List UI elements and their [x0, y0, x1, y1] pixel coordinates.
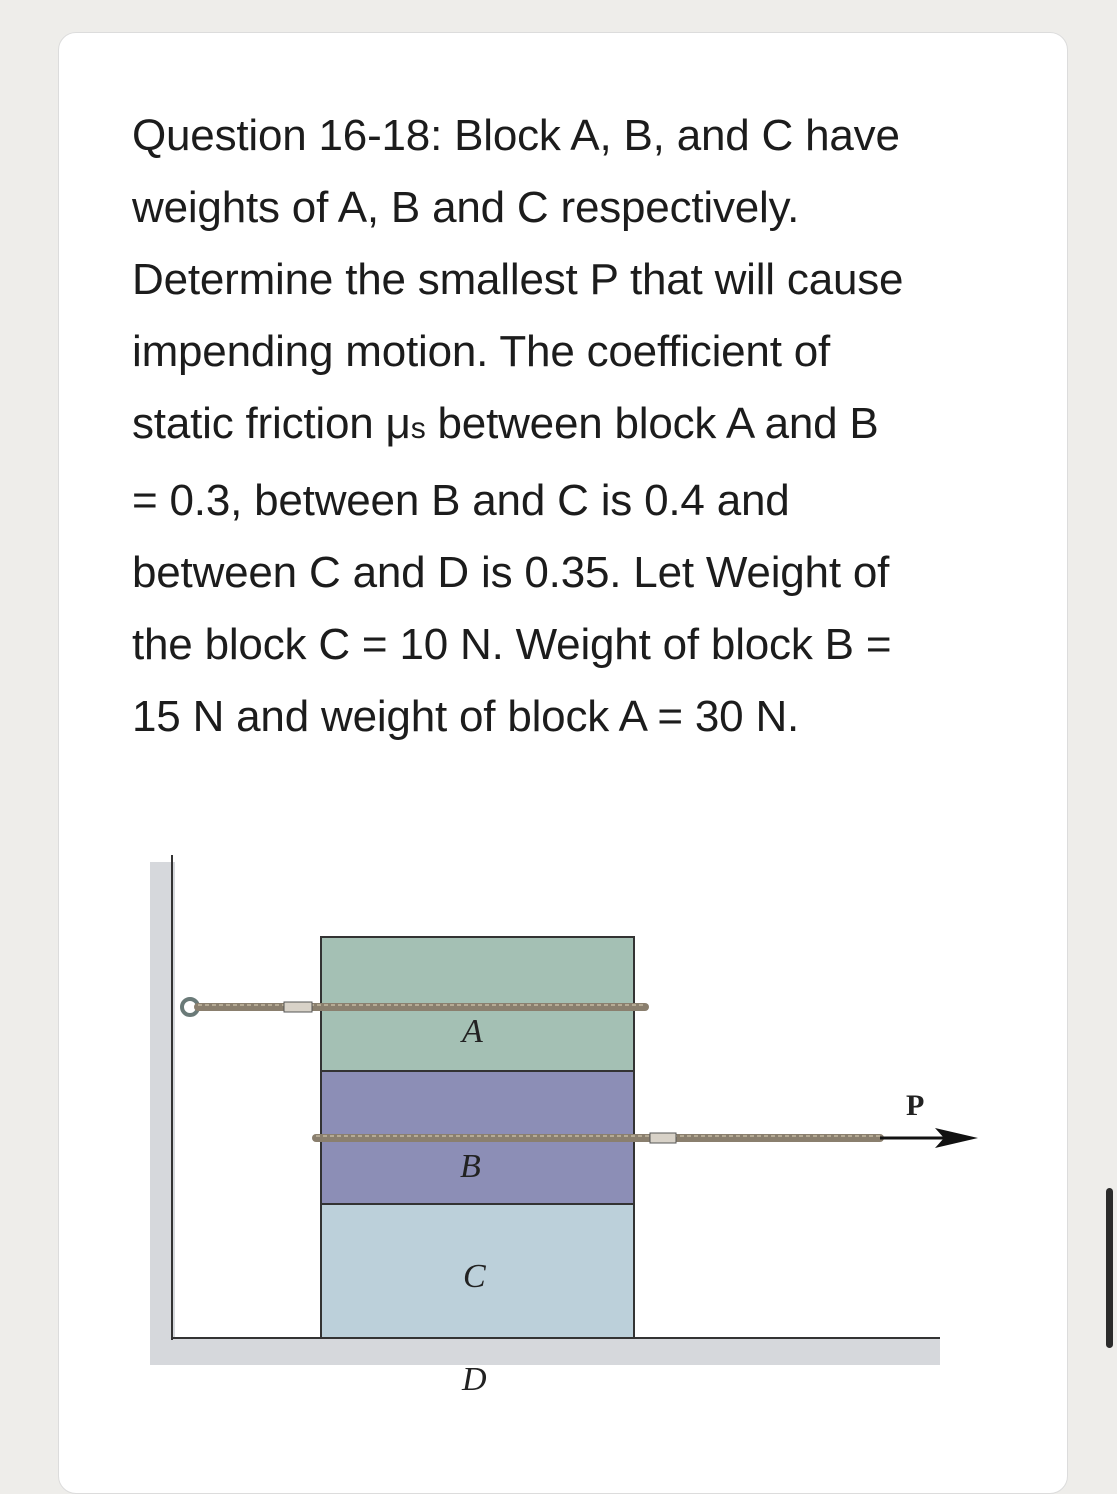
question-line-9: 15 N and weight of block A = 30 N.: [132, 692, 800, 741]
question-line-4: impending motion. The coefficient of: [132, 327, 831, 376]
label-p: P: [906, 1089, 925, 1122]
question-line-1: Question 16-18: Block A, B, and C have: [132, 111, 900, 160]
question-text: [132, 100, 1032, 753]
block-diagram: [140, 840, 1000, 1400]
label-c: C: [463, 1258, 486, 1295]
question-line-5-end: between block A and B: [425, 399, 879, 448]
question-line-2: weights of A, B and C respectively.: [132, 183, 800, 232]
rope-a-splice: [284, 1002, 312, 1012]
label-a: A: [462, 1013, 483, 1050]
scrollbar-thumb[interactable]: [1106, 1188, 1113, 1348]
question-line-5: [132, 388, 1032, 465]
question-line-7: between C and D is 0.35. Let Weight of: [132, 548, 890, 597]
question-line-3: Determine the smallest P that will cause: [132, 255, 904, 304]
label-d: D: [462, 1361, 487, 1398]
rope-b-splice: [650, 1133, 676, 1143]
question-line-8: the block C = 10 N. Weight of block B =: [132, 620, 892, 669]
question-line-5-start: static friction μ: [132, 399, 411, 448]
label-b: B: [460, 1148, 481, 1185]
mu-subscript: s: [410, 412, 426, 445]
question-line-6: = 0.3, between B and C is 0.4 and: [132, 476, 790, 525]
